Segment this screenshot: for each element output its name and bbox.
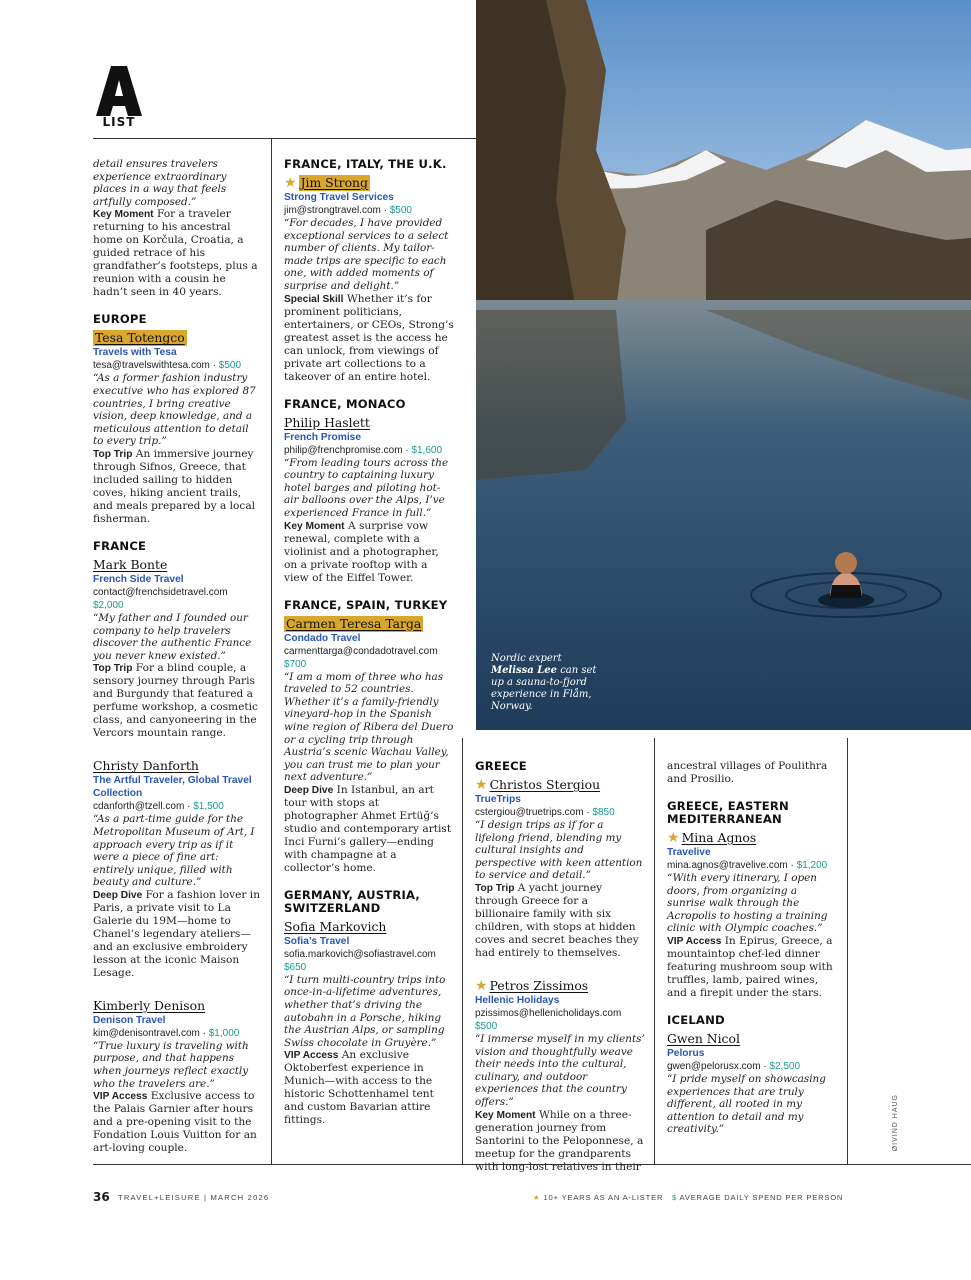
legend-star-text: 10+ YEARS AS AN A-LISTER: [543, 1193, 664, 1202]
daily-spend: $500: [389, 205, 412, 216]
star-icon: ★: [667, 830, 680, 846]
column-divider: [271, 138, 272, 1164]
advisor-quote: “True luxury is traveling with purpose, and that happens when journeys reflect exactly who the travelers are.”: [93, 1039, 249, 1090]
advisor-quote: “I immerse myself in my clients’ vision and thoughtfully weave their needs into the cultural, culinary, and outdoor experiences that the country offers.”: [475, 1032, 645, 1108]
daily-spend: $2,000: [93, 599, 124, 611]
agency-name: Strong Travel Services: [284, 192, 394, 203]
entry-label: VIP Access: [93, 1091, 148, 1103]
agency-name: TrueTrips: [475, 794, 521, 805]
region-heading: GREECE, EASTERN MEDITERRANEAN: [667, 799, 789, 826]
agency-name: Condado Travel: [284, 632, 361, 644]
entry-label: Deep Dive: [93, 889, 143, 901]
daily-spend: $500: [475, 1020, 498, 1032]
advisor-quote: “For decades, I have provided exceptional services to a select number of clients. My tailor-made trips are specific to each one, with added moments of surprise and delight.”: [284, 217, 449, 292]
advisor-name: Sofia Markovich: [284, 918, 387, 934]
advisor-email[interactable]: kim@denisontravel.com: [93, 1027, 200, 1039]
daily-spend: $650: [284, 961, 307, 973]
advisor-quote: “I design trips as if for a lifelong friend, blending my cultural insights and perspective with keen attention to service and detail.”: [475, 819, 643, 882]
photo-credit: ØIVIND HAUG: [892, 1094, 899, 1152]
fjord-illustration: [476, 0, 971, 730]
entry-label: Top Trip: [93, 448, 133, 460]
agency-name: Denison Travel: [93, 1014, 166, 1026]
entry-text: An exclusive Oktoberfest experience in Munich—with access to the historic Schottenhamel tent and custom Bavarian attire fittings.: [284, 1049, 434, 1127]
entry: Kimberly Denison Denison Travel kim@denisontravel.com · $1,000 “True luxury is traveling with purpose, and that happens when journeys reflect exactly who the travelers are.” VIP Access Exclusive access to the Palais Garnier after hours and a pre-opening visit to the Fondation Louis Vuitton for an art-loving couple.: [93, 994, 261, 1155]
advisor-email[interactable]: tesa@travelswithtesa.com: [93, 360, 210, 372]
legend-dollar: [672, 1193, 843, 1202]
column-3: [475, 760, 645, 1174]
agency-name: Pelorus: [667, 1047, 705, 1059]
intro-quote: detail ensures travelers experience extraordinary places in a way that feels artfully composed.”: [93, 158, 227, 208]
entry-label: Key Moment: [284, 520, 345, 532]
daily-spend: $1,200: [796, 860, 828, 871]
agency-name: French Side Travel: [93, 573, 184, 585]
agency-name: French Promise: [284, 431, 361, 443]
daily-spend: $2,500: [769, 1060, 801, 1072]
region-heading: EUROPE: [93, 312, 147, 327]
advisor-email[interactable]: sofia.markovich@sofiastravel.com: [284, 948, 436, 960]
caption-post: can set up a sauna-to-fjord experience in Flåm, Norway.: [491, 665, 597, 712]
entry-label: Key Moment: [93, 209, 154, 221]
entry-text: A surprise vow renewal, complete with a violinist and a photographer, on a private rooftop with a view of the Eiffel Tower.: [284, 519, 439, 584]
daily-spend: $500: [218, 360, 242, 372]
daily-spend: $1,600: [411, 444, 443, 456]
daily-spend: $1,000: [208, 1027, 240, 1039]
magazine-issue: TRAVEL+LEISURE | MARCH 2026: [118, 1193, 270, 1202]
advisor-name: Philip Haslett: [284, 414, 370, 430]
region-heading: FRANCE: [93, 538, 147, 553]
entry-label: VIP Access: [284, 1050, 339, 1062]
entry: GREECE ★ Christos Stergiou TrueTrips cstergiou@truetrips.com · $850 “I design trips as if for a lifelong friend, blending my cultural insights and perspective with keen attention to service and detail.” Top Trip A yacht journey through Greece for a billionaire family with six children, with stops at hidden coves and secret beaches they had entirely to themselves.: [475, 760, 645, 960]
region-heading: ICELAND: [667, 1012, 725, 1027]
region-heading: FRANCE, MONACO: [284, 396, 406, 411]
star-icon: ★: [533, 1193, 541, 1202]
entry-text: For a fashion lover in Paris, a private visit to La Galerie du 19M—home to Chanel’s legendary ateliers—and an exclusive embroidery lesson at the iconic Maison Lesage.: [93, 888, 261, 979]
entry: [284, 889, 454, 1128]
photo-caption: [491, 653, 611, 713]
advisor-quote: “As a part-time guide for the Metropolitan Museum of Art, I approach every trip as if it were a piece of fine art: entirely unique, filled with beauty and culture.”: [93, 813, 255, 889]
entry-label: Key Moment: [475, 1109, 536, 1121]
advisor-name: Gwen Nicol: [667, 1030, 740, 1046]
advisor-name: Mina Agnos: [681, 830, 757, 845]
entry-label: Top Trip: [475, 882, 515, 894]
agency-name: Travels with Tesa: [93, 347, 177, 359]
entry-label: Deep Dive: [284, 784, 334, 796]
advisor-name: Petros Zissimos: [489, 977, 589, 993]
entry: [93, 540, 261, 740]
top-rule: [93, 138, 476, 139]
a-list-logo-word: LIST: [102, 115, 136, 129]
daily-spend: $850: [592, 807, 615, 818]
entry-text: Whether it’s for prominent politicians, entertainers, or CEOs, Strong’s greatest asset is the access he can unlock, from viewings of private art collections to a takeover of an entire hotel.: [284, 292, 454, 383]
daily-spend: $1,500: [193, 801, 224, 813]
daily-spend: $700: [284, 658, 307, 670]
advisor-quote: “I pride myself on showcasing experiences that are truly different, all rooted in my attention to detail and my creativity.”: [667, 1072, 826, 1136]
entry-text: For a traveler returning to his ancestral home on Korčula, Croatia, a guided retrace of his grandfather’s footsteps, plus a reunion with a cousin he hadn’t seen in 40 years.: [93, 208, 258, 299]
entry-text: Exclusive access to the Palais Garnier after hours and a pre-opening visit to the Fondation Louis Vuitton for an art-loving couple.: [93, 1090, 257, 1155]
advisor-name: Carmen Teresa Targa: [286, 615, 422, 631]
advisor-name: Christos Stergiou: [489, 777, 601, 792]
entry-label: Special Skill: [284, 293, 344, 305]
star-icon: ★: [475, 777, 488, 793]
advisor-email[interactable]: gwen@pelorusx.com: [667, 1060, 761, 1072]
column-divider: [462, 738, 463, 1164]
star-icon: ★: [475, 977, 488, 994]
entry: GREECE, EASTERN MEDITERRANEAN ★ Mina Agnos Travelive mina.agnos@travelive.com · $1,200 “With every itinerary, I open doors, from organizing a sunrise walk through the Acropolis to hosting a training clinic with Olympic coaches.” VIP Access In Epirus, Greece, a mountaintop chef-led dinner featuring mushroom soup with truffles, lamb, paired wines, and a firepit under the stars.: [667, 800, 837, 1000]
region-heading: GREECE: [475, 759, 527, 773]
entry: Christy Danforth The Artful Traveler, Global Travel Collection cdanforth@tzell.com · $1,500 “As a part-time guide for the Metropolitan Museum of Art, I approach every trip as if it were a piece of fine art: entirely unique, filled with beauty and culture.” Deep Dive For a fashion lover in Paris, a private visit to La Galerie du 19M—home to Chanel’s legendary ateliers—and an exclusive embroidery lesson at the iconic Maison Lesage.: [93, 758, 261, 979]
advisor-name: Jim Strong: [300, 175, 368, 190]
column-4: [667, 760, 837, 1136]
entry: ICELAND Gwen Nicol Pelorus gwen@pelorusx.com · $2,500 “I pride myself on showcasing experiences that are truly different, all rooted in my attention to detail and my creativity.”: [667, 1014, 837, 1136]
star-icon: ★: [284, 175, 297, 191]
page-number: 36: [93, 1190, 110, 1204]
entry-text: For a blind couple, a sensory journey through Paris and Burgundy that featured a perfume workshop, a cosmetic class, and canyoneering in the Vercors mountain range.: [93, 662, 258, 740]
agency-name: Travelive: [667, 847, 711, 858]
legend-dollar-text: AVERAGE DAILY SPEND PER PERSON: [679, 1193, 844, 1202]
entry: EUROPE Tesa Totengco Travels with Tesa tesa@travelswithtesa.com · $500 “As a former fashion industry executive who has explored 87 countries, I bring creative vision, deep knowledge, and a meticulous attention to detail to every trip.” Top Trip An immersive journey through Sifnos, Greece, that included sailing to hidden coves, hiking ancient trails, and meals prepared by a local fisherman.: [93, 313, 261, 526]
entry-text: A yacht journey through Greece for a billionaire family with six children, with stops at hidden coves and secret beaches they had entirely to themselves.: [475, 881, 639, 959]
agency-name: Sofia’s Travel: [284, 935, 350, 947]
entry-text: An immersive journey through Sifnos, Greece, that included sailing to hidden coves, hiking ancient trails, and meals prepared by a local fisherman.: [93, 447, 256, 525]
entry-label: VIP Access: [667, 935, 722, 947]
legend-star: [533, 1193, 663, 1202]
region-heading: GERMANY, AUSTRIA, SWITZERLAND: [284, 887, 421, 915]
advisor-email[interactable]: pzissimos@hellenicholidays.com: [475, 1007, 622, 1019]
entry: FRANCE, ITALY, THE U.K. ★ Jim Strong Strong Travel Services jim@strongtravel.com · $500 “For decades, I have provided exceptional services to a select number of clients. My tailor-made trips are specific to each one, with added moments of surprise and delight.” Special Skill Whether it’s for prominent politicians, entertainers, or CEOs, Strong’s greatest asset is the access he can unlock, from viewings of private art collections to a takeover of an entire hotel.: [284, 157, 454, 383]
dollar-icon: $: [672, 1193, 678, 1202]
advisor-quote: “From leading tours across the country to captaining luxury hotel barges and piloting hot-air balloons over the Alps, I’ve experienced France in full.”: [284, 456, 449, 519]
agency-name: The Artful Traveler, Global Travel Collection: [93, 775, 252, 800]
entry-label: Top Trip: [93, 663, 133, 675]
entry-text: While on a three-generation journey from Santorini to the Peloponnese, a meetup for the grandparents with long-lost relatives in their: [475, 1108, 644, 1173]
column-divider: [654, 738, 655, 1164]
advisor-name: Kimberly Denison: [93, 997, 206, 1013]
advisor-quote: “My father and I founded our company to help travelers discover the authentic France you never knew existed.”: [93, 611, 252, 662]
entry: [284, 599, 454, 875]
entry-text: ancestral villages of Poulithra and Prosilio.: [667, 760, 828, 785]
advisor-quote: “As a former fashion industry executive who has explored 87 countries, I bring creative vision, deep knowledge, and a meticulous attention to detail to every trip.”: [93, 372, 256, 448]
advisor-email[interactable]: cdanforth@tzell.com: [93, 801, 185, 813]
caption-name: Melissa Lee: [491, 665, 558, 676]
column-divider: [847, 738, 848, 1164]
entry-text: In Epirus, Greece, a mountaintop chef-led dinner featuring mushroom soup with truffles, lamb, paired wines, and a firepit under the stars.: [667, 934, 833, 999]
advisor-email[interactable]: carmenttarga@condadotravel.com: [284, 645, 438, 657]
region-heading: FRANCE, ITALY, THE U.K.: [284, 157, 447, 171]
caption-pre: Nordic expert: [491, 653, 562, 664]
advisor-quote: “I turn multi-country trips into once-in-a-lifetime adventures, whether that’s driving the autobahn in a Porsche, hiking the Austrian Alps, or sampling Swiss chocolate in Gruyère.”: [284, 973, 446, 1049]
advisor-name: Christy Danforth: [93, 758, 199, 774]
advisor-email[interactable]: jim@strongtravel.com: [284, 205, 381, 216]
advisor-email[interactable]: mina.agnos@travelive.com: [667, 860, 788, 871]
entry: FRANCE, MONACO Philip Haslett French Promise philip@frenchpromise.com · $1,600 “From leading tours across the country to captaining luxury hotel barges and piloting hot-air balloons over the Alps, I’ve experienced France in full.” Key Moment A surprise vow renewal, complete with a violinist and a photographer, on a private rooftop with a view of the Eiffel Tower.: [284, 398, 454, 585]
a-list-logo-letter: [94, 66, 144, 116]
advisor-email[interactable]: philip@frenchpromise.com: [284, 444, 403, 456]
advisor-quote: “With every itinerary, I open doors, from organizing a sunrise walk through the Acropolis to hosting a training clinic with Olympic coaches.”: [667, 872, 828, 935]
fjord-photo: [476, 0, 971, 730]
column-2: [284, 158, 454, 1127]
advisor-quote: “I am a mom of three who has traveled to 52 countries. Whether it’s a family-friendly vineyard-hop in the Spanish wine region of Ribera del Duero or a cycling trip through Austria’s scenic Wachau Valley, you can trust me to plan your next adventure.”: [284, 670, 454, 784]
advisor-name: Mark Bonte: [93, 556, 168, 572]
entry-text: In Istanbul, an art tour with stops at photographer Ahmet Ertüğ’s studio and contemporary artist Inci Furni’s gallery—ending with champagne at a collector’s home.: [284, 783, 452, 874]
advisor-email[interactable]: contact@frenchsidetravel.com: [93, 586, 228, 598]
advisor-email[interactable]: cstergiou@truetrips.com: [475, 807, 584, 818]
region-heading: FRANCE, SPAIN, TURKEY: [284, 597, 448, 612]
agency-name: Hellenic Holidays: [475, 994, 560, 1006]
advisor-name: Tesa Totengco: [95, 330, 185, 346]
entry: [475, 974, 645, 1174]
column-1: [93, 158, 261, 1155]
